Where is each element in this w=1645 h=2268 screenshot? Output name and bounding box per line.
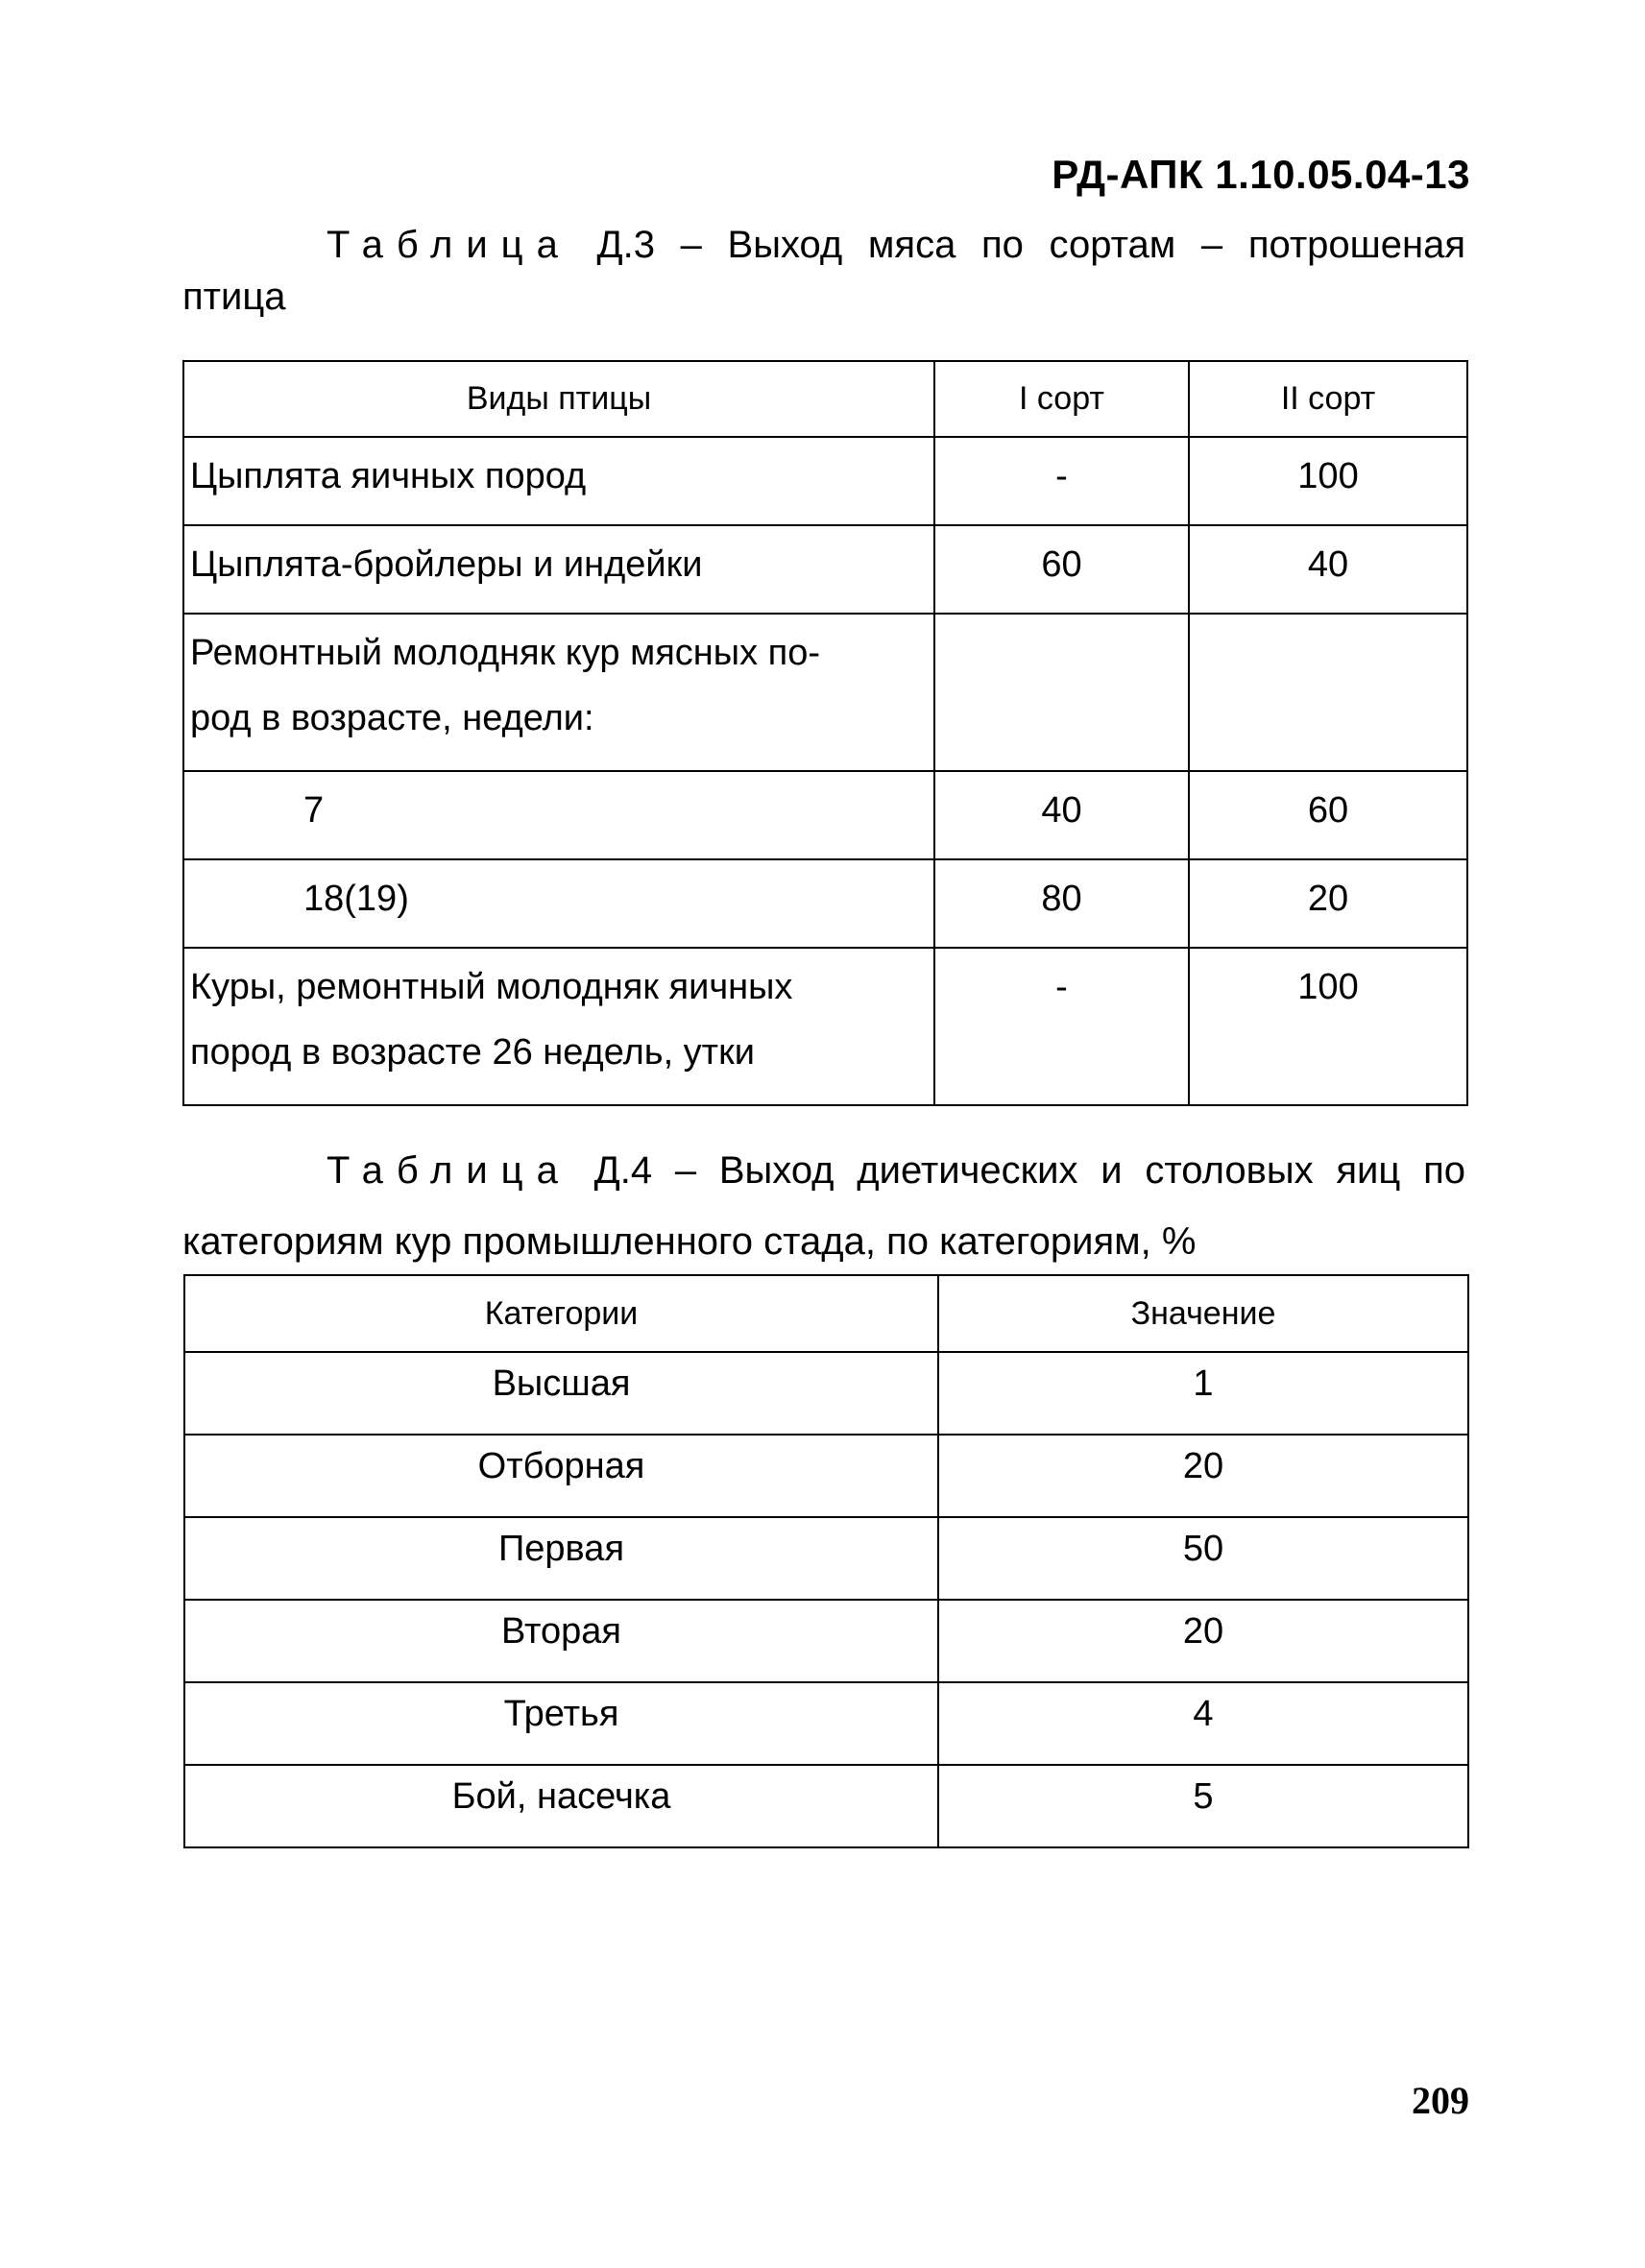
cell-category: Третья xyxy=(184,1682,938,1765)
cell-grade-1: 80 xyxy=(934,859,1189,948)
cell-value: 50 xyxy=(938,1517,1468,1600)
cell-bird-type: 18(19) xyxy=(183,859,934,948)
table-row xyxy=(183,948,1467,1105)
cell-grade-1 xyxy=(934,614,1189,771)
table-row xyxy=(183,525,1467,614)
cell-text-line: Ремонтный молодняк кур мясных по- xyxy=(190,633,821,673)
column-header-value: Значение xyxy=(938,1275,1468,1352)
cell-grade-1: 60 xyxy=(934,525,1189,614)
document-code: РД-АПК 1.10.05.04-13 xyxy=(1052,152,1470,197)
column-header-grade-2: II сорт xyxy=(1189,361,1467,437)
caption-text-continuation: категориям кур промышленного стада, по категориям, % xyxy=(182,1220,1197,1263)
page-number: 209 xyxy=(1412,2079,1469,2122)
table-row xyxy=(183,859,1467,948)
cell-bird-type xyxy=(183,948,934,1105)
table-row xyxy=(184,1352,1468,1435)
cell-grade-1: - xyxy=(934,437,1189,525)
cell-category: Бой, насечка xyxy=(184,1765,938,1847)
cell-grade-2: 40 xyxy=(1189,525,1467,614)
cell-category: Вторая xyxy=(184,1600,938,1682)
table-d4-caption xyxy=(182,1135,1465,1277)
cell-grade-2: 60 xyxy=(1189,771,1467,859)
cell-grade-1: 40 xyxy=(934,771,1189,859)
cell-text-line: Куры, ремонтный молодняк яичных xyxy=(190,967,793,1007)
cell-grade-2: 20 xyxy=(1189,859,1467,948)
cell-value: 20 xyxy=(938,1435,1468,1517)
cell-bird-type: 7 xyxy=(183,771,934,859)
cell-value: 5 xyxy=(938,1765,1468,1847)
cell-category: Первая xyxy=(184,1517,938,1600)
column-header-category: Категории xyxy=(184,1275,938,1352)
table-row xyxy=(183,437,1467,525)
cell-category: Высшая xyxy=(184,1352,938,1435)
cell-bird-type xyxy=(183,614,934,771)
cell-text-line: пород в возрасте 26 недель, утки xyxy=(190,1032,755,1073)
caption-word: Таблица xyxy=(327,1149,571,1192)
table-header-row xyxy=(184,1275,1468,1352)
cell-category: Отборная xyxy=(184,1435,938,1517)
cell-grade-2 xyxy=(1189,614,1467,771)
cell-value: 20 xyxy=(938,1600,1468,1682)
caption-text-continuation: птица xyxy=(182,276,286,318)
table-d3-caption xyxy=(182,219,1465,323)
column-header-grade-1: I сорт xyxy=(934,361,1189,437)
table-row xyxy=(184,1682,1468,1765)
table-row xyxy=(183,771,1467,859)
table-row xyxy=(183,614,1467,771)
cell-bird-type: Цыплята яичных пород xyxy=(183,437,934,525)
cell-grade-2: 100 xyxy=(1189,948,1467,1105)
table-d3 xyxy=(182,360,1468,1106)
cell-bird-type: Цыплята-бройлеры и индейки xyxy=(183,525,934,614)
cell-value: 1 xyxy=(938,1352,1468,1435)
column-header-bird-type: Виды птицы xyxy=(183,361,934,437)
cell-value: 4 xyxy=(938,1682,1468,1765)
caption-text: Д.3 – Выход мяса по сортам – потрошеная xyxy=(596,224,1465,266)
table-header-row xyxy=(183,361,1467,437)
caption-word: Таблица xyxy=(327,224,571,266)
cell-text-line: род в возрасте, недели: xyxy=(190,698,594,738)
table-row xyxy=(184,1765,1468,1847)
cell-grade-2: 100 xyxy=(1189,437,1467,525)
table-row xyxy=(184,1517,1468,1600)
table-d4 xyxy=(183,1274,1469,1848)
cell-grade-1: - xyxy=(934,948,1189,1105)
caption-text: Д.4 – Выход диетических и столовых яиц по xyxy=(593,1149,1465,1192)
table-row xyxy=(184,1435,1468,1517)
table-row xyxy=(184,1600,1468,1682)
